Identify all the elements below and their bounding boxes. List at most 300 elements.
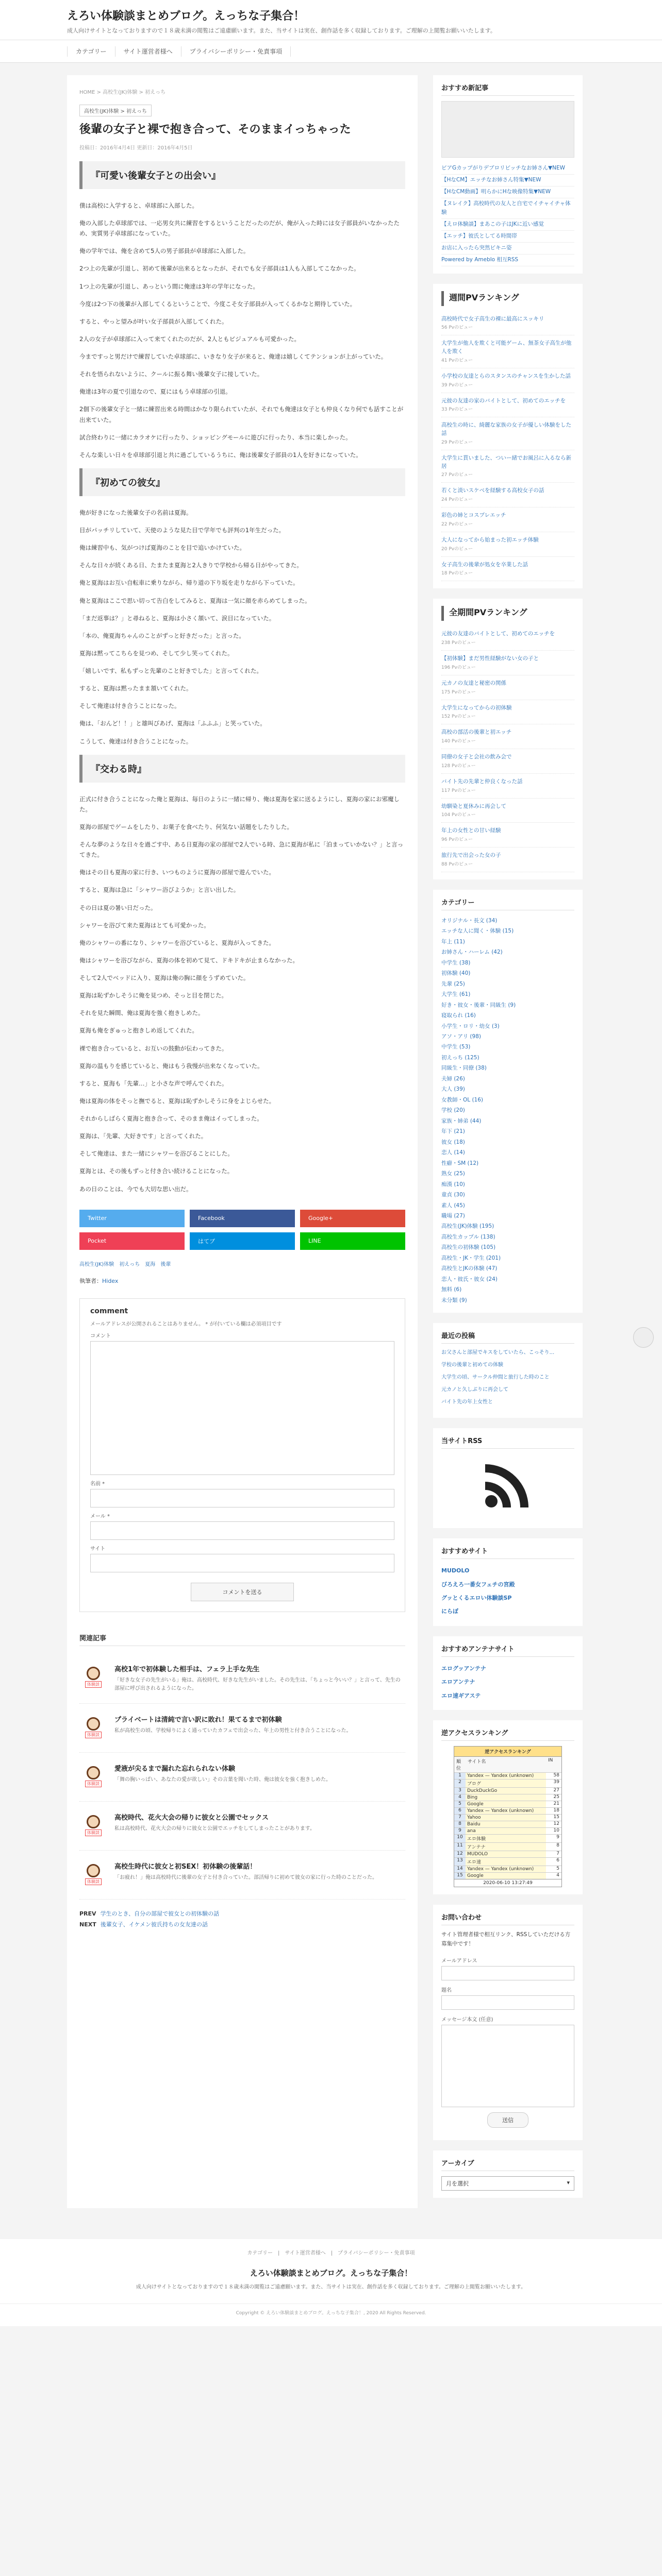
- category-link[interactable]: 好き・彼女・後輩・同級生 (9): [441, 1002, 516, 1008]
- site-link[interactable]: MUDOLO: [441, 1567, 470, 1574]
- ranking-link[interactable]: 小学校の友達とらのスタンスのチャンスを生かした話: [441, 372, 571, 379]
- next-label: NEXT: [79, 1921, 96, 1928]
- ranking-count: 4: [556, 1872, 559, 1878]
- ranking-link[interactable]: 【初体験】まだ男性経験がない女の子と: [441, 655, 539, 662]
- ranking-number: 6: [454, 1808, 466, 1814]
- ranking-count: 5: [556, 1866, 559, 1871]
- ranking-link[interactable]: 元彼の友達の家のバイトとして、初めてのエッチを: [441, 397, 566, 404]
- ranking-row[interactable]: [454, 1794, 561, 1801]
- ranking-item: [441, 848, 574, 872]
- paragraph: 裸で抱き合っていると、お互いの鼓動が伝わってきた。: [79, 1044, 228, 1052]
- paragraph: 俺達は3年の夏で引退なので、夏にはもう卓球部の引退。: [79, 388, 231, 396]
- contact-mail-label: メールアドレス: [441, 1958, 477, 1964]
- ranking-link[interactable]: 年上の女性との甘い経験: [441, 827, 501, 834]
- prev-next: [79, 1909, 405, 1930]
- ranking-row[interactable]: [454, 1807, 561, 1814]
- ranking-link[interactable]: 元カノの友達と秘密の関係: [441, 680, 506, 686]
- ranking-site[interactable]: DuckDuckGo: [466, 1788, 546, 1794]
- nav-item-owner[interactable]: サイト運営者様へ: [115, 46, 181, 57]
- ranking-row[interactable]: [454, 1814, 561, 1821]
- ranking-site[interactable]: Yandex — Yandex (unknown): [466, 1773, 546, 1779]
- access-ranking-table: [454, 1746, 562, 1887]
- ranking-link[interactable]: 旅行先で出会った女の子: [441, 852, 501, 859]
- ranking-subheader: [454, 1756, 561, 1772]
- widget-title: アーカイブ: [441, 2158, 574, 2171]
- ranking-row[interactable]: [454, 1827, 561, 1834]
- related-title-link[interactable]: 愛液が尖るまで漏れた忘れられない体験: [114, 1765, 236, 1773]
- contact-note: サイト管理者様で相互リンク、RSSしていただける方募集中です！: [441, 1931, 571, 1947]
- footer-nav[interactable]: カテゴリー | サイト運営者様へ | プライバシーポリシー・免責事項: [247, 2250, 415, 2256]
- thumbnail-badge: 体験談: [85, 1829, 102, 1836]
- ranking-row[interactable]: [454, 1779, 561, 1787]
- category-link[interactable]: 職場 (27): [441, 1212, 465, 1219]
- col-rank: 順位: [456, 1759, 461, 1771]
- post-date: 投稿日：2016年4月4日 更新日：2016年4月5日: [79, 145, 193, 151]
- category-link[interactable]: 高校生の初体験 (105): [441, 1244, 496, 1251]
- ranking-item: [441, 507, 574, 532]
- ranking-link[interactable]: 高校時代で女子高生の裸に最高にスッキリ: [441, 315, 544, 322]
- ranking-count: 7: [556, 1851, 559, 1856]
- paragraph: 夏海は恥ずかしそうに俺を見つめ、そっと目を閉じた。: [79, 992, 228, 999]
- section-heading: 『可愛い後輩女子との出会い』: [79, 161, 405, 189]
- ranking-number: 10: [454, 1835, 466, 1842]
- widget-title: 最近の投稿: [441, 1330, 574, 1344]
- related-thumbnail[interactable]: [79, 1812, 107, 1840]
- category-link[interactable]: 高校生・JK・学生 (201): [441, 1255, 501, 1261]
- tag-link[interactable]: 初えっち: [119, 1261, 140, 1267]
- paragraph: その日は夏の暑い日だった。: [79, 904, 157, 911]
- related-item[interactable]: [79, 1851, 405, 1900]
- ranking-site[interactable]: ブログ: [466, 1780, 546, 1787]
- paragraph: 目がパッチリしていて、天使のような見た目で学年でも評判の1年生だった。: [79, 527, 285, 534]
- category-link[interactable]: 先輩 (25): [441, 980, 465, 987]
- related-title-link[interactable]: 高校生時代に彼女と初SEX！初体験の後輩話！: [114, 1862, 257, 1871]
- comment-submit-button[interactable]: コメントを送る: [191, 1583, 294, 1601]
- ranking-count: 6: [556, 1857, 559, 1863]
- tag-link[interactable]: 夏海: [145, 1261, 156, 1267]
- nav-item-privacy[interactable]: プライバシーポリシー・免責事項: [181, 46, 291, 57]
- ranking-link[interactable]: 元彼の友達のバイトとして、初めてのエッチを: [441, 631, 555, 637]
- contact-send-button[interactable]: 送信: [487, 2112, 528, 2128]
- share-button-2[interactable]: Google+: [300, 1210, 405, 1227]
- paragraph: そんな日々が続くある日、たまたま夏海と2人きりで学校から帰る日がやってきた。: [79, 562, 303, 569]
- related-body: [114, 1664, 405, 1693]
- recommend-link[interactable]: お店に入ったら突然ビキニ姿: [441, 243, 574, 255]
- related-body: [114, 1714, 352, 1742]
- paragraph: 2つ上の先輩が引退し、初めて後輩が出来るとなったが、それでも女子部員は1人も入部してこなかった。: [79, 265, 360, 273]
- paragraph: あの日のことは、今でも大切な思い出だ。: [79, 1185, 192, 1193]
- share-button-3[interactable]: Pocket: [79, 1232, 185, 1250]
- footer-title[interactable]: えろい体験談まとめブログ。えっちな子集合！: [250, 2268, 412, 2278]
- author-link[interactable]: Hidex: [102, 1277, 119, 1284]
- category-link[interactable]: エッチな人に聞く・体験 (15): [441, 928, 514, 935]
- related-thumbnail[interactable]: [79, 1861, 107, 1889]
- ranking-link[interactable]: 高校の部活の後輩と初エッチ: [441, 729, 512, 736]
- category-link[interactable]: 素人 (45): [441, 1202, 465, 1209]
- related-title-link[interactable]: 高校時代、花火大会の帰りに彼女と公園でセックス: [114, 1814, 269, 1822]
- category-link[interactable]: 彼女 (18): [441, 1139, 465, 1145]
- paragraph: 俺が好きになった後輩女子の名前は夏海。: [79, 509, 192, 516]
- ranking-site[interactable]: Google: [466, 1873, 546, 1879]
- widget-recommend: [433, 75, 583, 274]
- related-item[interactable]: [79, 1802, 405, 1851]
- prev-link[interactable]: 学生のとき、自分の部屋で彼女との初体験の話: [100, 1910, 220, 1917]
- related-item[interactable]: [79, 1653, 405, 1704]
- widget-total-ranking: [433, 599, 583, 879]
- captcha-badge-icon[interactable]: [633, 1327, 654, 1348]
- paragraph: 夏海の部屋でゲームをしたり、お菓子を食べたり、何気ない話題をしたりした。: [79, 823, 293, 831]
- thumbnail-badge: 体験談: [85, 1878, 102, 1885]
- col-site: サイト名: [468, 1759, 486, 1765]
- recent-post-link[interactable]: バイト先の年上女性と: [441, 1399, 493, 1405]
- ranking-count: 9: [556, 1834, 559, 1840]
- contact-subject-label: 題名: [441, 1987, 452, 1993]
- category-link[interactable]: 高校生(JK)体験 (195): [441, 1223, 494, 1230]
- related-thumbnail[interactable]: [79, 1664, 107, 1691]
- ranking-site[interactable]: Yandex — Yandex (unknown): [466, 1808, 546, 1814]
- site-header: [0, 0, 662, 40]
- paragraph: 俺のシャワーの番になり、シャワーを浴びていると、夏海が入ってきた。: [79, 939, 275, 946]
- recommend-link[interactable]: 【えロ体験談】まあこの子はJKに近い感覚: [441, 219, 574, 231]
- recommend-link[interactable]: Powered by Ameblo 相互RSS: [441, 255, 574, 266]
- paragraph: そんな夢のような日々を過ごす中、ある日夏海の家の部屋で2人でいる時、急に夏海が私に「泊まっていかない？」と言ってきた。: [79, 841, 404, 859]
- ranking-count: 25: [553, 1794, 559, 1800]
- mail-input[interactable]: [90, 1521, 394, 1540]
- category-link[interactable]: 初体験 (40): [441, 970, 471, 977]
- ranking-row[interactable]: [454, 1772, 561, 1779]
- ranking-views: 152 Pvのビュー: [441, 714, 476, 720]
- ranking-item: [441, 483, 574, 507]
- ranking-row[interactable]: [454, 1821, 561, 1827]
- paragraph: 夏海も俺をぎゅっと抱きしめ返してくれた。: [79, 1027, 198, 1035]
- category-link[interactable]: 女教師・OL (16): [441, 1096, 484, 1103]
- contact-body-textarea[interactable]: [441, 2025, 574, 2107]
- rss-icon[interactable]: [482, 1459, 534, 1511]
- paragraph: 試合終わりに一緒にカラオケに行ったり、ショッピングモールに遊びに行ったり、本当に楽しかった。: [79, 433, 352, 441]
- ranking-count: 21: [553, 1801, 559, 1806]
- ranking-item: [441, 700, 574, 725]
- paragraph: そして俺達は、また一緒にシャワーを浴びることにした。: [79, 1150, 234, 1158]
- ranking-site[interactable]: エロ体験: [466, 1835, 546, 1842]
- recommend-links: [441, 163, 574, 266]
- paragraph: 俺の入部した卓球部では、一応男女共に練習をするということだったのだが、俺が入った時には女子部員がいなかったため、実質男子卓球部になっていた。: [79, 219, 400, 238]
- ranking-views: 29 Pvのビュー: [441, 439, 473, 445]
- tag-link[interactable]: 後輩: [160, 1261, 171, 1267]
- main-article: [67, 75, 418, 2208]
- ranking-views: 20 Pvのビュー: [441, 546, 473, 552]
- tag-link[interactable]: 高校生(JK)体験: [79, 1261, 114, 1267]
- tag-list: [79, 1260, 405, 1269]
- paragraph: そして俺達は付き合うことになった。: [79, 702, 180, 710]
- ranking-link[interactable]: 同僚の女子と会社の飲み会で: [441, 754, 512, 760]
- next-link[interactable]: 後輩女子、イケメン彼氏持ちの女友達の話: [100, 1921, 208, 1928]
- ranking-site[interactable]: Yahoo: [466, 1815, 546, 1821]
- paragraph: 「本の、俺夏海ちゃんのことがずっと好きだった」と言った。: [79, 632, 245, 639]
- category-badge[interactable]: 高校生(JK)体験 > 初えっち: [79, 105, 152, 116]
- comment-note: メールアドレスが公開されることはありません。 * が付いている欄は必須項目です: [90, 1321, 282, 1327]
- site-input[interactable]: [90, 1554, 394, 1572]
- widget-title: おすすめサイト: [441, 1546, 574, 1559]
- ranking-site[interactable]: エロ速: [466, 1858, 546, 1866]
- recent-post-link[interactable]: 元カノと久しぶりに再会して: [441, 1387, 508, 1393]
- ranking-link[interactable]: 大学生に貰いました、ついー緒でお風呂に入るなら新居: [441, 454, 571, 469]
- paragraph: 正式に付き合うことになった俺と夏海は、毎日のように一緒に帰り、俺は夏海を家に送るようにし、夏海の家にお邪魔した。: [79, 795, 400, 813]
- category-link[interactable]: お姉さん・ハーレム (42): [441, 949, 503, 956]
- ranking-item: [441, 675, 574, 700]
- ranking-views: 104 Pvのビュー: [441, 812, 476, 818]
- category-link[interactable]: 寝取られ (16): [441, 1012, 476, 1019]
- paragraph: 俺は、「おんど！！」と雄叫びあげ、夏海は「ふふふ」と笑っていた。: [79, 720, 266, 727]
- ranking-views: 27 Pvのビュー: [441, 472, 473, 478]
- ranking-link[interactable]: 女子高生の後輩が処女を卒業した話: [441, 561, 528, 568]
- ranking-views: 33 Pvのビュー: [441, 407, 473, 413]
- ranking-link[interactable]: 大学生が他人を欺くと可能ゲーム、無茶女子高生が他人を欺く: [441, 340, 572, 355]
- ranking-row[interactable]: [454, 1866, 561, 1872]
- ranking-row[interactable]: [454, 1851, 561, 1857]
- sidebar: [433, 75, 583, 2208]
- widget-title: 逆アクセスランキング: [441, 1727, 574, 1741]
- copyright: Copyright © えろい体験談まとめブログ。えっちな子集合！, 2020 All Rights Reserved.: [0, 2303, 662, 2326]
- recommend-link[interactable]: 【ヌレイク】高校時代の友人と自宅でイチャイチャ体験: [441, 198, 574, 219]
- antenna-link[interactable]: エログッアンテナ: [441, 1665, 487, 1672]
- col-in: IN: [548, 1757, 553, 1763]
- ranking-site[interactable]: Baidu: [466, 1821, 546, 1827]
- category-link[interactable]: 痴漢 (10): [441, 1181, 465, 1188]
- category-link[interactable]: 熟女 (25): [441, 1171, 465, 1177]
- ranking-link[interactable]: 大人になってから始まった初エッチ体験: [441, 536, 539, 543]
- site-title[interactable]: えろい体験談まとめブログ。えっちな子集合！: [67, 10, 305, 23]
- site-link[interactable]: グッとくるエロい体験談SP: [441, 1594, 512, 1601]
- name-input[interactable]: [90, 1489, 394, 1507]
- widget-weekly-ranking: [433, 284, 583, 589]
- ranking-count: 12: [553, 1821, 559, 1826]
- paragraph: 俺は夏海の体をそっと撫でると、夏海は恥ずかしそうに身をよじらせた。: [79, 1097, 275, 1105]
- widget-sites: [433, 1538, 583, 1626]
- paragraph: そして2人でベッドに入り、夏海は俺の胸に顔をうずめていた。: [79, 974, 250, 982]
- widget-title: 全期間PVランキング: [441, 606, 574, 621]
- ranking-views: 56 Pvのビュー: [441, 325, 473, 331]
- paragraph: 俺と夏海はお互い自転車に乗りながら、帰り道の下り坂を走りながら下っていた。: [79, 579, 299, 587]
- related-thumbnail[interactable]: [79, 1714, 107, 1742]
- site-footer: [0, 2239, 662, 2303]
- paragraph: 夏海は黙ってこちらを見つめ、そして少し笑ってくれた。: [79, 649, 234, 657]
- category-link[interactable]: 高校生カップル (138): [441, 1233, 495, 1240]
- avatar-icon: [87, 1766, 100, 1780]
- ranking-number: 7: [454, 1815, 466, 1821]
- widget-antenna: [433, 1636, 583, 1710]
- paragraph: それを見た瞬間、俺は夏海を強く抱きしめた。: [79, 1009, 204, 1017]
- ranking-item: [441, 724, 574, 749]
- category-link[interactable]: アソ・アリ (98): [441, 1033, 481, 1040]
- ranking-item: [441, 532, 574, 557]
- paragraph: そんな楽しい日々を卓球部引退と共に過ごしているうちに、俺は後輩女子部員の1人を好きになっていた。: [79, 451, 362, 459]
- ranking-item: [441, 393, 574, 418]
- ranking-views: 140 Pvのビュー: [441, 739, 476, 744]
- recent-post-link[interactable]: 学校の後輩と初めての体験: [441, 1362, 503, 1368]
- ranking-number: 1: [454, 1773, 466, 1779]
- related-title-link[interactable]: 高校1年で初体験した相手は、フェラ上手な先生: [114, 1665, 260, 1673]
- comment-label: コメント: [90, 1333, 111, 1339]
- comment-textarea[interactable]: [90, 1341, 394, 1475]
- category-link[interactable]: 未分類 (9): [441, 1297, 467, 1303]
- ranking-link[interactable]: 彩色の姉とコスプレエッチ: [441, 512, 506, 519]
- site-link[interactable]: にらぼ: [441, 1608, 458, 1615]
- ranking-row[interactable]: [454, 1801, 561, 1807]
- ranking-number: 8: [454, 1821, 466, 1827]
- nav-item-category[interactable]: カテゴリー: [67, 46, 115, 57]
- ranking-row[interactable]: [454, 1857, 561, 1866]
- ranking-item: [441, 557, 574, 582]
- widget-categories: [433, 890, 583, 1313]
- ranking-item: [441, 774, 574, 799]
- category-link[interactable]: 恋人 (14): [441, 1149, 465, 1156]
- related-excerpt: 私は高校時代、花火大会の帰りに彼女と公園でエッチをしてしまったことがあります。: [114, 1825, 315, 1832]
- category-link[interactable]: 夫婦 (26): [441, 1075, 465, 1082]
- author-label: 執筆者：: [79, 1277, 102, 1284]
- recommend-link[interactable]: ビアGカップがりデブロリビッチなお姉さん▼NEW: [441, 163, 574, 175]
- ranking-row[interactable]: [454, 1842, 561, 1851]
- paragraph: 夏海とは、その後もずっと付き合い続けることになった。: [79, 1167, 234, 1175]
- chevron-down-icon: ▾: [567, 2179, 570, 2186]
- category-link[interactable]: 学校 (20): [441, 1107, 465, 1114]
- category-link[interactable]: 無料 (6): [441, 1286, 462, 1293]
- ranking-link[interactable]: 若くと淡いスケベを経験する高校女子の話: [441, 487, 544, 494]
- footer-description: 成人向けサイトとなっておりますので１８歳未満の閲覧はご遠慮願います。また、当サイトは実在、創作話を多く収録しております。ご理解の上閲覧お願いいたします。: [136, 2284, 526, 2290]
- ranking-number: 3: [454, 1788, 466, 1794]
- category-link[interactable]: 大人 (39): [441, 1086, 465, 1093]
- ranking-views: 24 Pvのビュー: [441, 497, 473, 503]
- site-description: 成人向けサイトとなっておりますので１８歳未満の閲覧はご遠慮願います。また、当サイトは実在、創作話を多く収録しております。ご理解の上閲覧お願いいたします。: [67, 27, 496, 34]
- related-excerpt: 「好きな女子の先生がいる」俺は、高校時代、好きな先生がいました。その先生は、「ちょっと今いい？」と言って、先生の部屋に呼び出されるようになった。: [114, 1677, 401, 1691]
- widget-access-ranking: [433, 1720, 583, 1894]
- paragraph: 俺は練習中も、気がつけば夏海のことを目で追いかけていた。: [79, 544, 245, 552]
- recommend-link[interactable]: 【HなCM】エッチなお姉さん特集▼NEW: [441, 175, 574, 187]
- avatar-icon: [87, 1717, 100, 1731]
- category-link[interactable]: 同級生・同僚 (38): [441, 1065, 487, 1072]
- ranking-count: 15: [553, 1814, 559, 1820]
- category-link[interactable]: 高校生とJKの体験 (47): [441, 1265, 498, 1272]
- category-link[interactable]: 年下 (21): [441, 1128, 465, 1135]
- author-line: [79, 1277, 405, 1285]
- section-heading: 『交わる時』: [79, 755, 405, 783]
- category-link[interactable]: 中学生 (38): [441, 959, 471, 966]
- related-thumbnail[interactable]: [79, 1763, 107, 1791]
- ranking-number: 14: [454, 1866, 466, 1872]
- ranking-views: 175 Pvのビュー: [441, 689, 476, 695]
- ranking-link[interactable]: 幼馴染と夏休みに再会して: [441, 803, 506, 809]
- paragraph: 夏海の温もりを感じていると、俺はもう我慢が出来なくなっていた。: [79, 1062, 263, 1070]
- widget-contact: [433, 1905, 583, 2140]
- ranking-count: 18: [553, 1807, 559, 1813]
- share-button-5[interactable]: LINE: [300, 1232, 405, 1250]
- contact-mail-input[interactable]: [441, 1966, 574, 1980]
- ranking-item: [441, 368, 574, 393]
- category-link[interactable]: 中学生 (53): [441, 1044, 471, 1050]
- thumbnail-badge: 体験談: [85, 1681, 102, 1688]
- related-excerpt: 「お疲れ！」俺は高校時代に後輩の女子と付き合っていた。部活帰りに初めて彼女の家に行った時のことだった。: [114, 1874, 377, 1880]
- category-link[interactable]: 童貞 (30): [441, 1192, 465, 1198]
- paragraph: すると、夏海は黙ったまま頷いてくれた。: [79, 685, 192, 692]
- ranking-count: 39: [553, 1779, 559, 1785]
- contact-body-label: メッセージ本文 (任意): [441, 2016, 493, 2023]
- paragraph: 今度は2つ下の後輩が入部してくるということで、今度こそ女子部員が入ってくるかなと期待していた。: [79, 300, 356, 308]
- ranking-number: 9: [454, 1828, 466, 1834]
- category-link[interactable]: 初えっち (125): [441, 1054, 479, 1061]
- site-link[interactable]: びろえろ一番女フェチの宮殿: [441, 1581, 515, 1588]
- widget-title: おすすめアンテナサイト: [441, 1643, 574, 1657]
- ranking-item: [441, 311, 574, 336]
- ranking-row[interactable]: [454, 1872, 561, 1879]
- related-item[interactable]: [79, 1753, 405, 1802]
- ranking-site[interactable]: ana: [466, 1828, 546, 1834]
- paragraph: 2人の女子が卓球部に入って来てくれたのだが、2人ともビジュアルも可愛かった。: [79, 335, 300, 343]
- ranking-timestamp: 2020-06-10 13:27:49: [454, 1879, 561, 1887]
- category-link[interactable]: 大学生 (61): [441, 991, 471, 998]
- share-button-0[interactable]: Twitter: [79, 1210, 185, 1227]
- ranking-row[interactable]: [454, 1787, 561, 1794]
- recommend-link[interactable]: 【HなCM動画】明らかにHな映像特集▼NEW: [441, 187, 574, 198]
- ranking-site[interactable]: MUDOLO: [466, 1851, 546, 1857]
- recommend-link[interactable]: 【エッチ】彼氏としてる時間帯: [441, 231, 574, 243]
- post-title: 後輩の女子と裸で抱き合って、そのままイっちゃった: [79, 123, 351, 136]
- contact-subject-input[interactable]: [441, 1995, 574, 2010]
- ranking-site[interactable]: アンテナ: [466, 1843, 546, 1851]
- category-link[interactable]: 家族・姉弟 (44): [441, 1117, 482, 1124]
- paragraph: 僕は高校に入学すると、卓球部に入部した。: [79, 201, 198, 209]
- ranking-row[interactable]: [454, 1834, 561, 1842]
- paragraph: すると、夏海も「先輩…」と小さな声で呼んでくれた。: [79, 1079, 228, 1087]
- category-link[interactable]: 恋人・彼氏・彼女 (24): [441, 1276, 498, 1282]
- related-item[interactable]: [79, 1704, 405, 1753]
- recent-post-link[interactable]: お父さんと部屋でキスをしていたら、こっそり...: [441, 1350, 555, 1356]
- ranking-site[interactable]: Google: [466, 1801, 546, 1807]
- antenna-link[interactable]: エロアンテナ: [441, 1679, 475, 1686]
- comment-title: comment: [90, 1307, 128, 1315]
- ranking-header: 逆アクセスランキング: [454, 1747, 561, 1756]
- category-link[interactable]: 年上 (11): [441, 938, 465, 945]
- ranking-views: 196 Pvのビュー: [441, 665, 476, 670]
- paragraph: 「嬉しいです、私もずっと先輩のこと好きでした」と言ってくれた。: [79, 667, 262, 675]
- ranking-views: 41 Pvのビュー: [441, 358, 473, 363]
- ranking-link[interactable]: 高校生の時に、綺麗な家族の女子が優しい体験をした話: [441, 422, 571, 437]
- paragraph: 俺はシャワーを浴びながら、夏海の体を初めて見て、ドキドキが止まらなかった。: [79, 956, 299, 964]
- ranking-site[interactable]: Bing: [466, 1794, 546, 1801]
- site-label: サイト: [90, 1546, 106, 1552]
- ranking-views: 128 Pvのビュー: [441, 763, 476, 769]
- ranking-site[interactable]: Yandex — Yandex (unknown): [466, 1866, 546, 1872]
- category-link[interactable]: オリジナル・長文 (34): [441, 917, 498, 924]
- recent-post-link[interactable]: 大学生の頃、サークル仲間と旅行した時のこと: [441, 1375, 550, 1381]
- share-button-4[interactable]: はてブ: [190, 1232, 295, 1250]
- ranking-item: [441, 651, 574, 675]
- category-link[interactable]: 性癖・SM (12): [441, 1160, 479, 1166]
- antenna-link[interactable]: エロ速ギアステ: [441, 1692, 481, 1699]
- breadcrumb[interactable]: HOME > 高校生(JK)体験 > 初えっち: [79, 90, 166, 95]
- archive-select[interactable]: [441, 2176, 574, 2191]
- ranking-number: 5: [454, 1801, 466, 1807]
- name-label: 名前 *: [90, 1481, 105, 1487]
- ranking-link[interactable]: バイト先の先輩と仲良くなった話: [441, 778, 523, 785]
- banner-image[interactable]: [441, 101, 574, 158]
- archive-select-value: 月を選択: [446, 2180, 469, 2187]
- ranking-link[interactable]: 大学生になってからの初体験: [441, 704, 512, 711]
- share-button-1[interactable]: Facebook: [190, 1210, 295, 1227]
- related-title-link[interactable]: プライベートは清純で言い訳に敗れ！果てるまで初体験: [114, 1716, 282, 1724]
- related-excerpt: 私が高校生の頃、学校帰りによく通っていたカフェで出会った、年上の男性と付き合うことになった。: [114, 1727, 352, 1734]
- ranking-number: 4: [454, 1794, 466, 1801]
- category-link[interactable]: 小学生・ロリ・幼女 (3): [441, 1023, 500, 1029]
- avatar-icon: [87, 1667, 100, 1680]
